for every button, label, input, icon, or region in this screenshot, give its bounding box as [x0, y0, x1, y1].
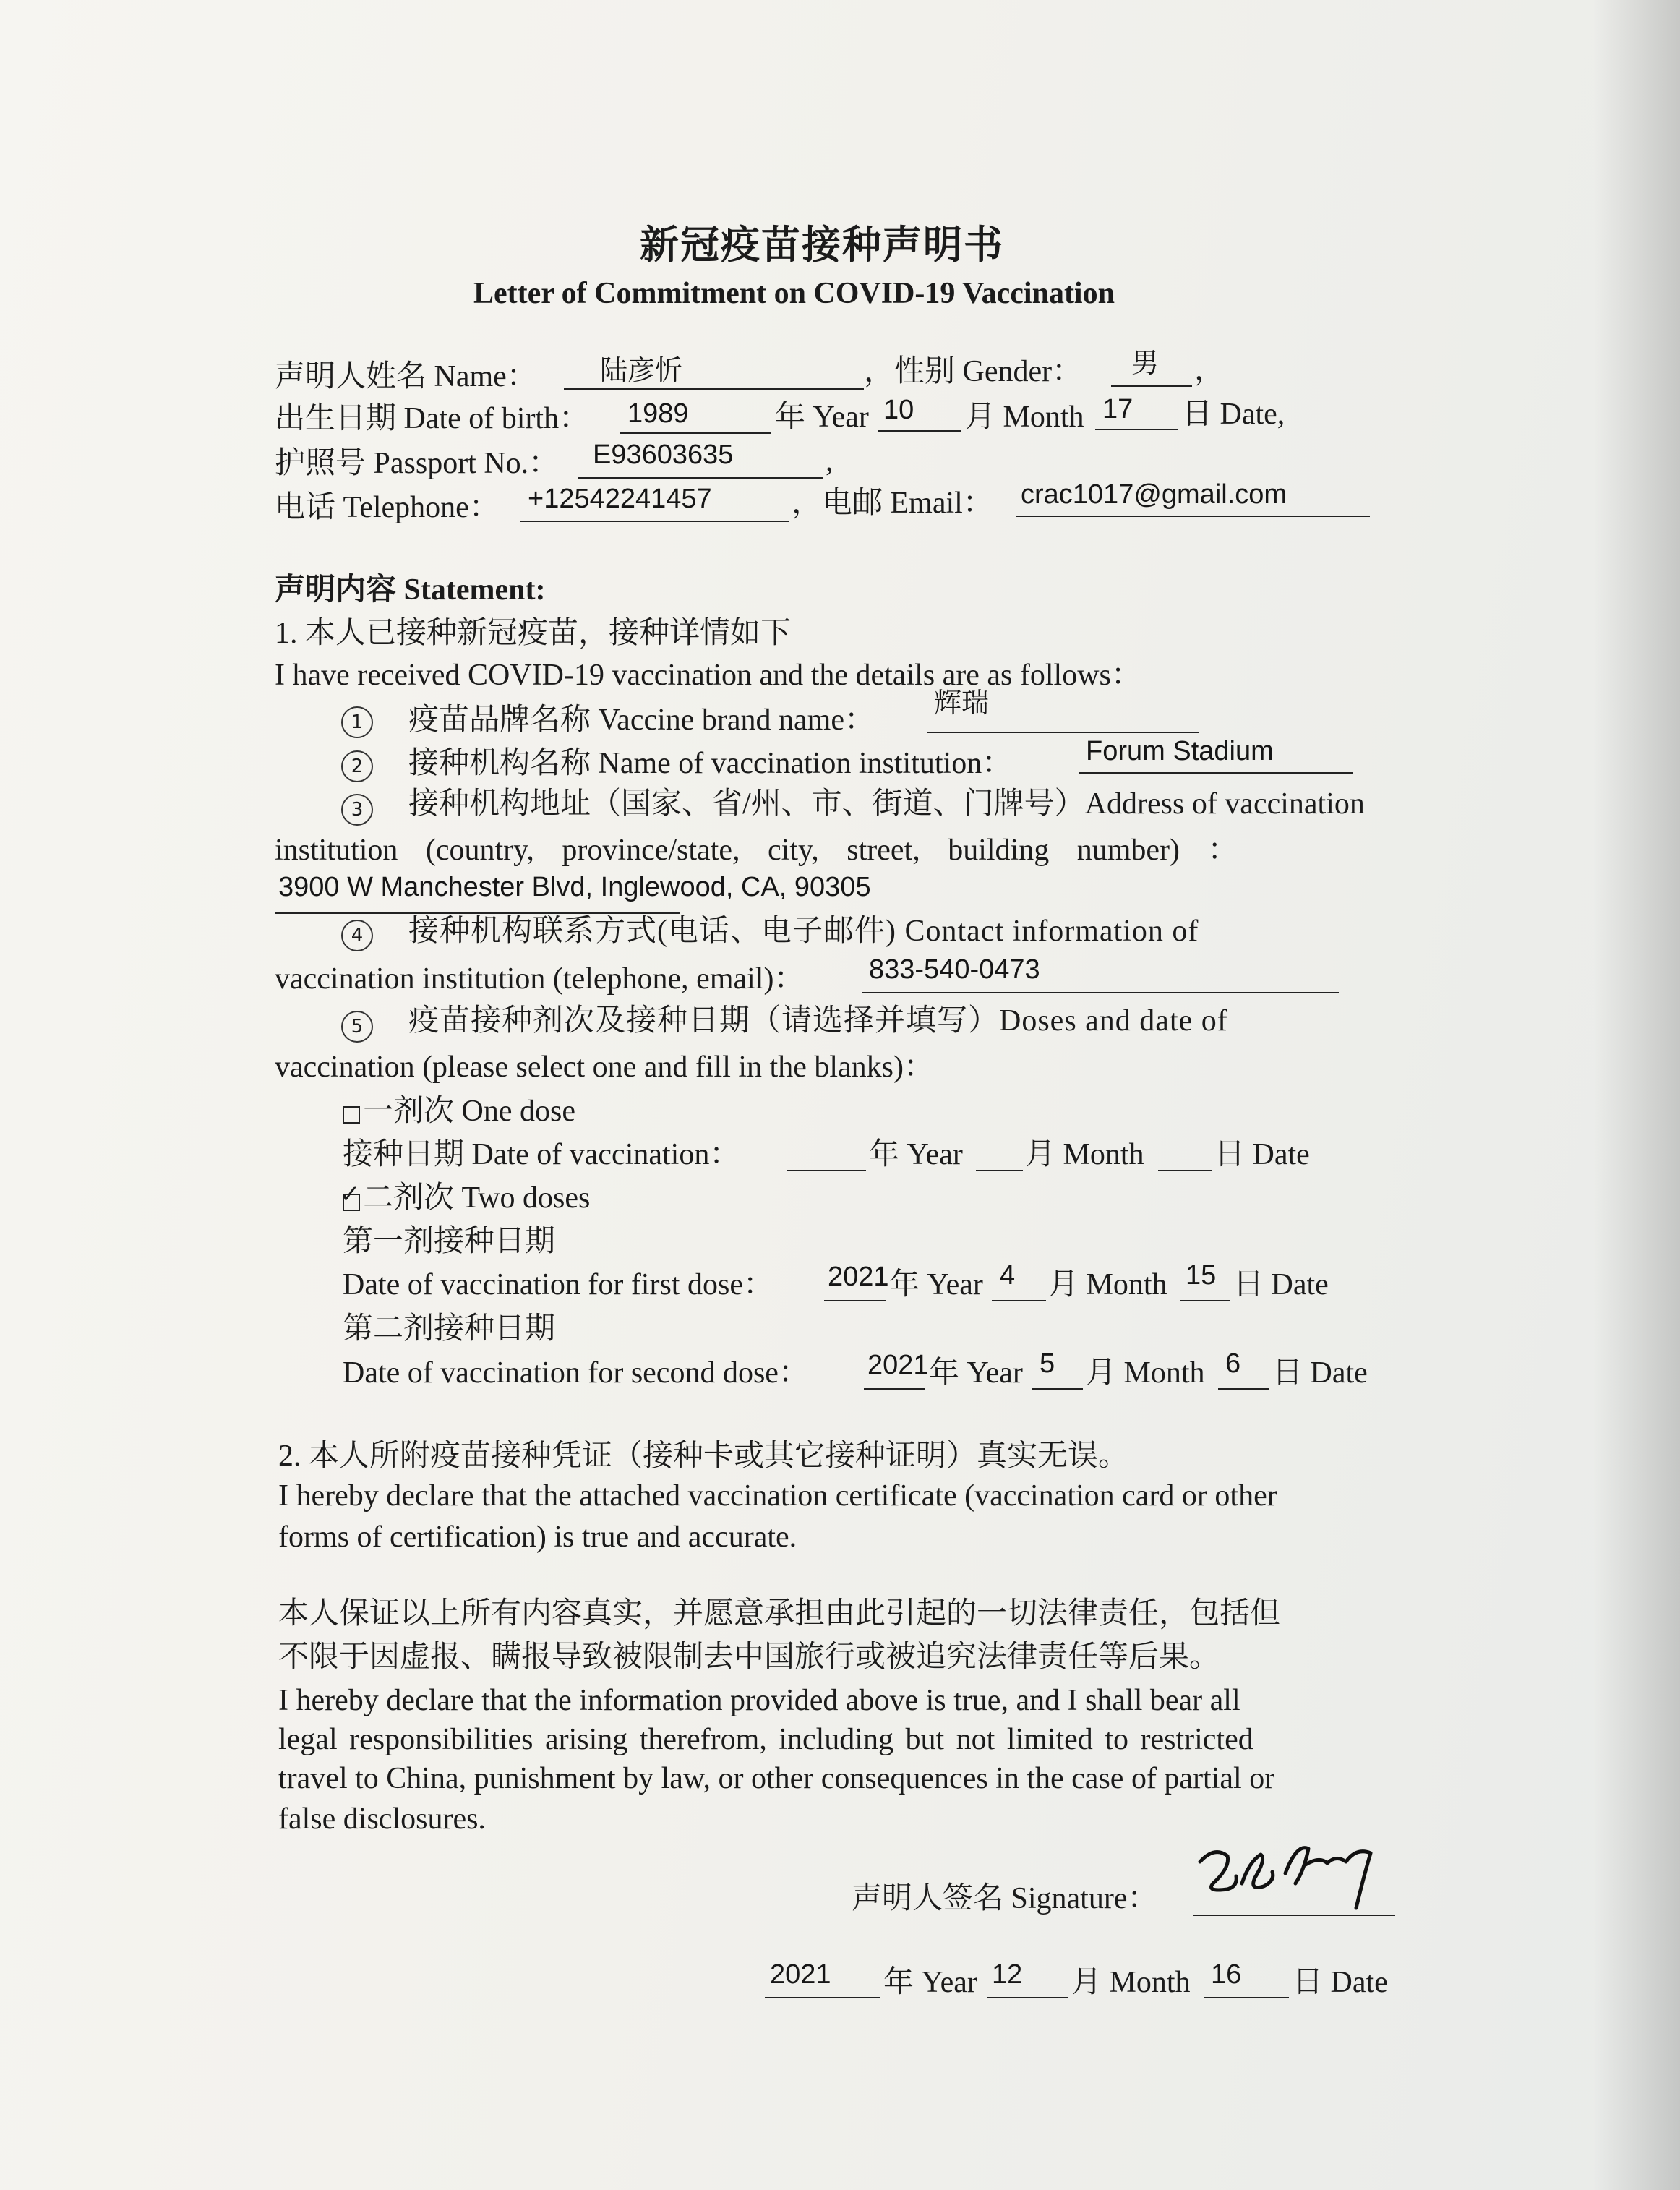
dob-year-underline: [620, 432, 771, 434]
first-dose-day-label: 日 Date: [1233, 1268, 1329, 1301]
first-dose-day-underline: [1180, 1300, 1230, 1301]
second-dose-month: 5: [1040, 1348, 1055, 1379]
number-circle-3: 3: [341, 794, 373, 826]
page-shadow: [1593, 0, 1680, 2190]
first-dose-month: 4: [1000, 1260, 1016, 1291]
one-dose-checkbox[interactable]: [343, 1106, 360, 1124]
brand-label: 疫苗品牌名称 Vaccine brand name：: [408, 703, 875, 737]
telephone-label: 电话 Telephone：: [275, 491, 500, 524]
second-dose-year-underline: [864, 1388, 925, 1390]
one-dose-month-label: 月 Month: [1025, 1138, 1144, 1171]
gender-underline: [1111, 385, 1192, 387]
address-label-line2: institution (country, province/state, city, street, building number) ：: [275, 834, 1238, 867]
signature-label: 声明人签名 Signature：: [852, 1882, 1158, 1915]
signature-underline: [1193, 1915, 1395, 1916]
number-circle-4: 4: [341, 920, 373, 951]
title-chinese: 新冠疫苗接种声明书: [640, 223, 1004, 267]
item2-english-line2: forms of certification) is true and accurate.: [278, 1520, 797, 1554]
number-circle-1: 1: [341, 706, 373, 738]
statement-heading: 声明内容 Statement:: [275, 573, 546, 607]
first-dose-english: Date of vaccination for first dose：: [343, 1268, 773, 1301]
one-dose-day-label: 日 Date: [1214, 1138, 1310, 1171]
dob-day-underline: [1095, 429, 1178, 430]
dob-month-label: 月 Month: [965, 401, 1084, 434]
second-dose-month-underline: [1032, 1388, 1083, 1390]
first-dose-year-underline: [824, 1300, 886, 1301]
dob-day-label: 日 Date,: [1182, 398, 1285, 431]
number-circle-5: 5: [341, 1011, 373, 1043]
name-label: 声明人姓名 Name：: [275, 360, 537, 393]
sign-month: 12: [992, 1959, 1023, 1990]
passport-underline: [578, 477, 823, 479]
doses-label-line1: 疫苗接种剂次及接种日期（请选择并填写）Doses and date of: [408, 1004, 1228, 1038]
passport-tail: ,: [826, 445, 833, 478]
first-dose-year: 2021: [828, 1262, 889, 1292]
passport-label: 护照号 Passport No.：: [275, 447, 560, 480]
sign-day: 16: [1211, 1959, 1242, 1990]
doses-label-line2: vaccination (please select one and fill in the blanks)：: [275, 1051, 935, 1084]
item1-chinese: 1. 本人已接种新冠疫苗，接种详情如下: [275, 617, 792, 650]
sign-day-underline: [1204, 1997, 1289, 1998]
second-dose-day-label: 日 Date: [1272, 1356, 1368, 1390]
item2-chinese: 2. 本人所附疫苗接种凭证（接种卡或其它接种证明）真实无误。: [278, 1440, 1129, 1473]
name-underline: [564, 388, 864, 390]
item1-english: I have received COVID-19 vaccination and the details are as follows：: [275, 659, 1141, 692]
first-dose-year-label: 年 Year: [889, 1268, 983, 1301]
name-value: 陆彦忻: [600, 356, 683, 386]
second-dose-day-underline: [1218, 1388, 1269, 1390]
telephone-value: +12542241457: [528, 484, 712, 514]
sign-day-label: 日 Date: [1293, 1966, 1388, 1999]
sign-year-underline: [765, 1997, 880, 1998]
institution-value: Forum Stadium: [1086, 736, 1274, 766]
one-dose-year-underline: [787, 1170, 866, 1171]
first-dose-month-label: 月 Month: [1048, 1268, 1167, 1301]
guarantee-english-line4: false disclosures.: [278, 1802, 486, 1836]
one-dose-year-label: 年 Year: [869, 1138, 963, 1171]
contact-label-line1: 接种机构联系方式(电话、电子邮件) Contact information of: [408, 915, 1199, 948]
item2-english-line1: I hereby declare that the attached vaccination certificate (vaccination card or other: [278, 1479, 1277, 1513]
institution-underline: [1079, 772, 1353, 774]
telephone-underline: [520, 521, 789, 522]
brand-underline: [927, 732, 1199, 733]
second-dose-chinese: 第二剂接种日期: [343, 1312, 556, 1346]
sign-year-label: 年 Year: [883, 1966, 977, 1999]
first-dose-day: 15: [1186, 1260, 1217, 1291]
second-dose-day: 6: [1225, 1348, 1241, 1379]
email-label: ，电邮 Email：: [792, 487, 993, 520]
dob-day: 17: [1102, 394, 1133, 424]
contact-label-line2: vaccination institution (telephone, email)：: [275, 962, 805, 996]
dob-year: 1989: [627, 398, 689, 429]
institution-label: 接种机构名称 Name of vaccination institution：: [408, 747, 1013, 780]
dob-month: 10: [883, 395, 914, 425]
second-dose-english: Date of vaccination for second dose：: [343, 1356, 809, 1390]
gender-label: ，性别 Gender：: [864, 355, 1083, 388]
sign-year: 2021: [770, 1959, 831, 1990]
passport-value: E93603635: [593, 440, 734, 470]
email-value: crac1017@gmail.com: [1021, 479, 1287, 510]
dob-month-underline: [878, 430, 961, 432]
dob-label: 出生日期 Date of birth：: [275, 402, 590, 435]
number-circle-2: 2: [341, 750, 373, 782]
first-dose-month-underline: [992, 1300, 1046, 1301]
second-dose-year-label: 年 Year: [929, 1356, 1023, 1390]
guarantee-english-line2: legal responsibilities arising therefrom, including but not limited to restricted: [278, 1723, 1253, 1756]
address-label-line1: 接种机构地址（国家、省/州、市、街道、门牌号）Address of vaccination: [408, 787, 1365, 821]
sign-month-underline: [987, 1997, 1068, 1998]
one-dose-day-underline: [1158, 1170, 1212, 1171]
second-dose-year: 2021: [867, 1350, 929, 1380]
two-doses-check-mark-icon: ✓: [340, 1180, 361, 1209]
sign-month-label: 月 Month: [1071, 1966, 1191, 1999]
guarantee-chinese-line1: 本人保证以上所有内容真实，并愿意承担由此引起的一切法律责任，包括但: [278, 1597, 1281, 1630]
address-value: 3900 W Manchester Blvd, Inglewood, CA, 90305: [278, 872, 871, 902]
dob-year-label: 年 Year: [775, 401, 869, 434]
guarantee-english-line3: travel to China, punishment by law, or other consequences in the case of partial or: [278, 1762, 1275, 1795]
gender-tail: ，: [1194, 354, 1225, 387]
handwritten-signature: [1186, 1833, 1431, 1920]
guarantee-english-line1: I hereby declare that the information provided above is true, and I shall bear all: [278, 1684, 1240, 1717]
second-dose-month-label: 月 Month: [1086, 1356, 1205, 1390]
two-doses-label: 二剂次 Two doses: [363, 1181, 591, 1215]
first-dose-chinese: 第一剂接种日期: [343, 1225, 556, 1258]
one-dose-month-underline: [976, 1170, 1023, 1171]
contact-underline: [862, 992, 1339, 993]
one-dose-label: 一剂次 One dose: [363, 1095, 575, 1128]
title-english: Letter of Commitment on COVID-19 Vaccination: [473, 277, 1115, 310]
guarantee-chinese-line2: 不限于因虚报、瞒报导致被限制去中国旅行或被追究法律责任等后果。: [278, 1641, 1220, 1674]
brand-value: 辉瑞: [934, 688, 990, 719]
email-underline: [1016, 516, 1370, 517]
contact-value: 833-540-0473: [869, 954, 1040, 985]
gender-value: 男: [1131, 348, 1160, 379]
one-dose-date-label: 接种日期 Date of vaccination：: [343, 1138, 740, 1171]
